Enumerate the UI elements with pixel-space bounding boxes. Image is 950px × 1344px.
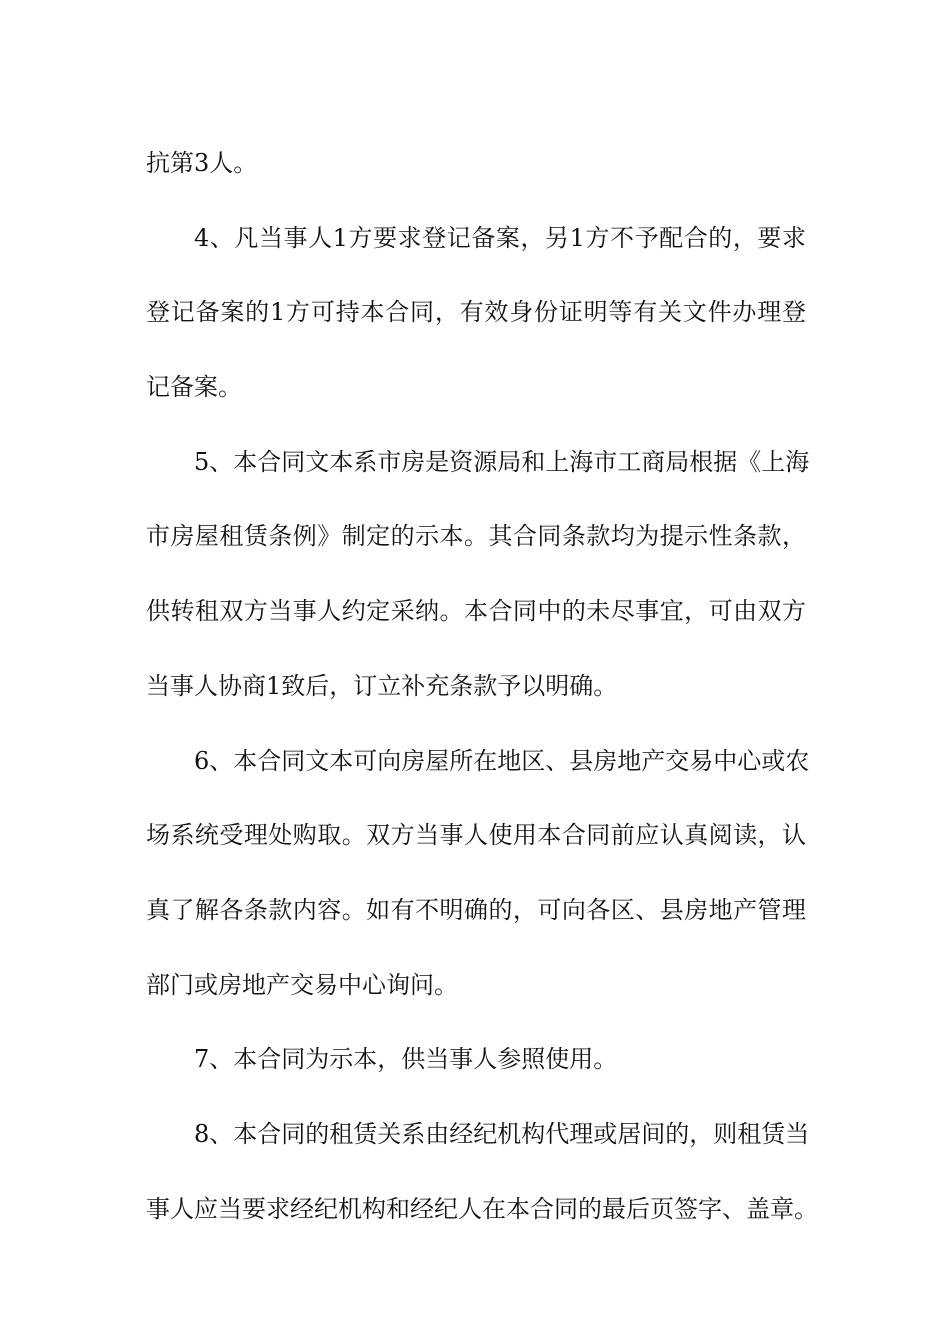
text-line: 记备案。	[146, 373, 242, 402]
text-line: 抗第3人。	[146, 149, 258, 177]
text-line: 4、凡当事人1方要求登记备案，另1方不予配合的，要求	[194, 223, 806, 252]
text-line: 真了解各条款内容。如有不明确的，可向各区、县房地产管理	[146, 895, 806, 924]
text-line: 供转租双方当事人约定采纳。本合同中的未尽事宜，可由双方	[146, 597, 806, 626]
text-line: 场系统受理处购取。双方当事人使用本合同前应认真阅读，认	[146, 821, 806, 850]
text-line: 市房屋租赁条例》制定的示本。其合同条款均为提示性条款，	[146, 522, 806, 551]
text-line: 8、本合同的租赁关系由经纪机构代理或居间的，则租赁当	[194, 1119, 810, 1148]
document-body	[146, 126, 818, 1246]
text-line: 登记备案的1方可持本合同，有效身份证明等有关文件办理登	[146, 298, 806, 327]
text-line: 部门或房地产交易中心询问。	[146, 970, 458, 999]
text-line: 5、本合同文本系市房是资源局和上海市工商局根据《上海	[194, 447, 810, 476]
text-line: 7、本合同为示本，供当事人参照使用。	[194, 1045, 618, 1074]
text-line: 事人应当要求经纪机构和经纪人在本合同的最后页签字、盖章。	[146, 1194, 818, 1223]
text-line: 6、本合同文本可向房屋所在地区、县房地产交易中心或农	[194, 746, 810, 775]
text-line: 当事人协商1致后，订立补充条款予以明确。	[146, 671, 618, 700]
